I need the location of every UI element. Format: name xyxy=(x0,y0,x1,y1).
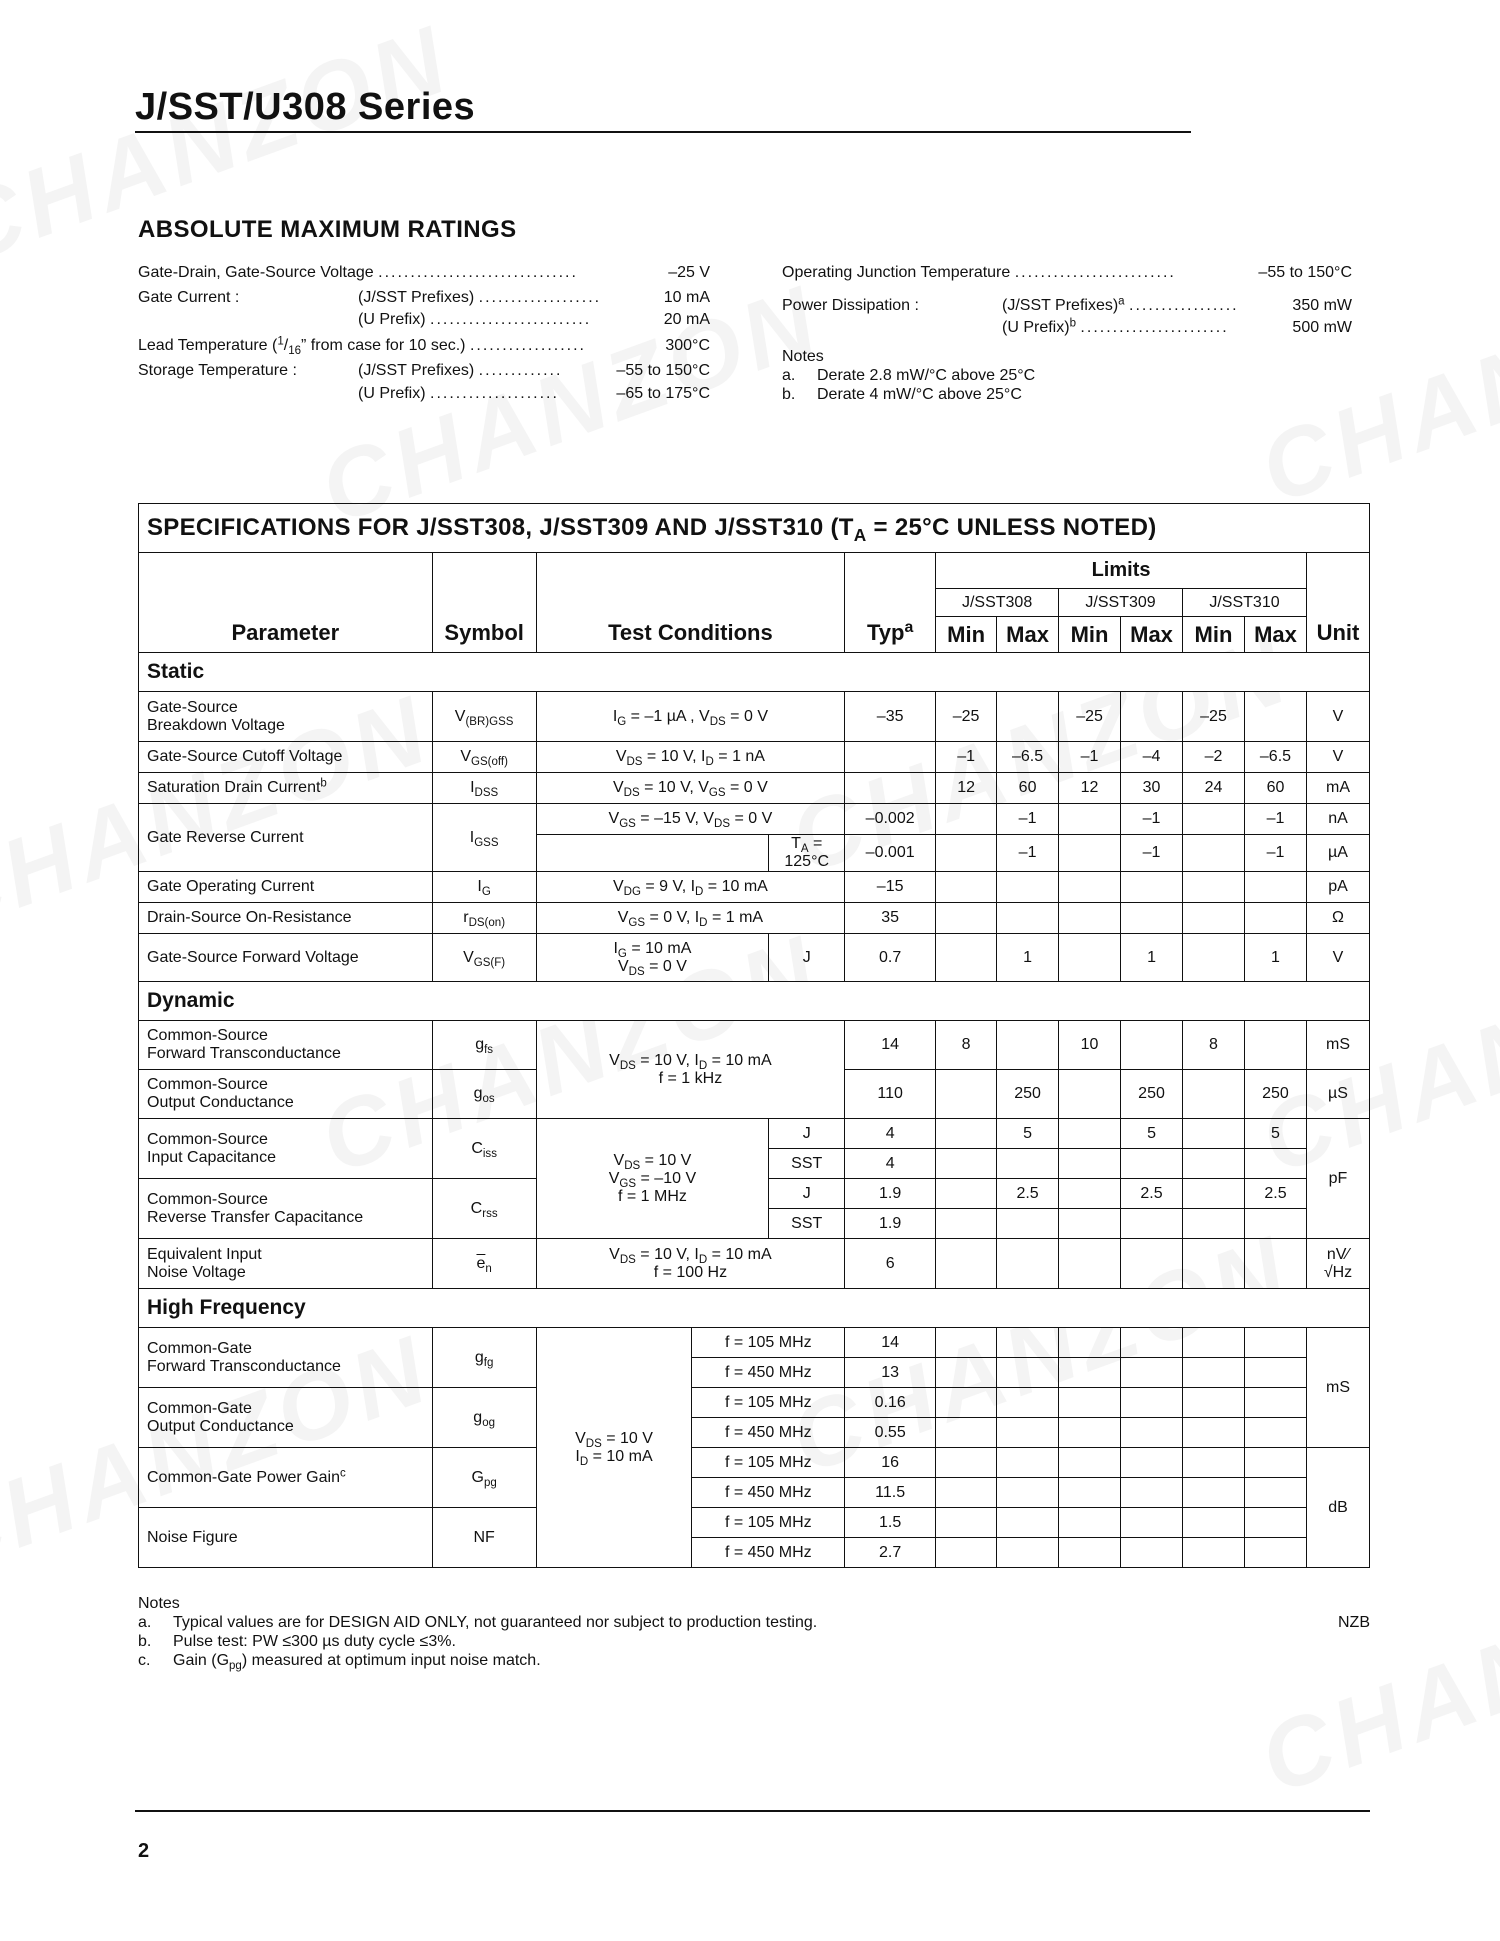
symbol-cell: $g_{os}$ xyxy=(432,1070,536,1119)
max309-cell: 5 xyxy=(1121,1119,1183,1149)
param-cell: Common-Source Input Capacitance xyxy=(139,1119,433,1179)
amr-right xyxy=(782,262,1352,412)
unit-cell: V xyxy=(1306,934,1369,982)
freq-cell: f = 105 MHz xyxy=(692,1328,845,1358)
max310-cell: 5 xyxy=(1244,1119,1306,1149)
max309-cell: 250 xyxy=(1121,1070,1183,1119)
max308-cell: 250 xyxy=(997,1070,1059,1119)
freq-cell: f = 105 MHz xyxy=(692,1508,845,1538)
max310-cell: 60 xyxy=(1244,773,1306,804)
freq-cell: f = 450 MHz xyxy=(692,1418,845,1448)
unit-cell: Ω xyxy=(1306,903,1369,934)
col-jsst309: J/SST309 xyxy=(1059,589,1183,617)
min309-cell xyxy=(1059,835,1121,872)
max309-cell: –1 xyxy=(1121,835,1183,872)
amr-gd-value: –25 V xyxy=(668,264,710,281)
typ-cell: 11.5 xyxy=(845,1478,936,1508)
test-cell-blank xyxy=(536,835,769,872)
min310-cell: –25 xyxy=(1183,692,1245,742)
max309-cell xyxy=(1121,692,1183,742)
min308-cell: –1 xyxy=(936,742,997,773)
symbol-cell: $I_{DSS}$ xyxy=(432,773,536,804)
typ-cell: 0.55 xyxy=(845,1418,936,1448)
amr-note-b: Derate 4 mW/°C above 25°C xyxy=(817,386,1022,403)
amr-gc-jsst-value: 10 mA xyxy=(663,289,710,306)
typ-cell: –0.001 xyxy=(845,835,936,872)
amr-st-u-value: –65 to 175°C xyxy=(616,385,710,402)
max310-cell: –6.5 xyxy=(1244,742,1306,773)
test-cell: $V_{DS} = 10$ V, $I_D = 10$ mA f = 1 kHz xyxy=(536,1021,845,1119)
test-cell: $I_G = 10$ mA $V_{DS} = 0$ V xyxy=(536,934,769,982)
col-max-308: Max xyxy=(997,617,1059,653)
note-c: Gain $(G_{pg})$ measured at optimum input noise match. xyxy=(173,1652,541,1673)
typ-cell: 2.7 xyxy=(845,1538,936,1568)
col-min-310: Min xyxy=(1183,617,1245,653)
device-cell: SST xyxy=(769,1209,845,1239)
test-cell: $V_{GS} = 0$ V, $I_D = 1$ mA xyxy=(536,903,845,934)
amr-heading: ABSOLUTE MAXIMUM RATINGS xyxy=(138,216,517,243)
param-cell: Common-Gate Forward Transconductance xyxy=(139,1328,433,1388)
device-cell: J xyxy=(769,1119,845,1149)
freq-cell: f = 450 MHz xyxy=(692,1538,845,1568)
table-row xyxy=(139,773,1370,804)
section-static: Static xyxy=(139,653,1370,692)
max309-cell: 1 xyxy=(1121,934,1183,982)
amr-pd-label: Power Dissipation : xyxy=(782,297,919,314)
section-dynamic: Dynamic xyxy=(139,982,1370,1021)
amr-pd-jsst-value: 350 mW xyxy=(1292,297,1352,314)
col-parameter: Parameter xyxy=(139,553,433,653)
amr-notes-title: Notes xyxy=(782,348,824,365)
unit-cell: nA xyxy=(1306,804,1369,835)
param-cell: Noise Figure xyxy=(139,1508,433,1568)
min308-cell: 12 xyxy=(936,773,997,804)
typ-cell: 16 xyxy=(845,1448,936,1478)
typ-cell: 110 xyxy=(845,1070,936,1119)
table-row xyxy=(139,1448,1370,1478)
col-jsst308: J/SST308 xyxy=(936,589,1059,617)
table-row xyxy=(139,872,1370,903)
symbol-cell: $r_{DS(on)}$ xyxy=(432,903,536,934)
note-a-key: a. xyxy=(138,1614,152,1631)
min309-cell: 10 xyxy=(1059,1021,1121,1070)
symbol-cell: $V_{GS(F)}$ xyxy=(432,934,536,982)
max309-cell: –4 xyxy=(1121,742,1183,773)
unit-cell: pF xyxy=(1306,1119,1369,1239)
max310-cell: –1 xyxy=(1244,835,1306,872)
freq-cell: f = 450 MHz xyxy=(692,1358,845,1388)
max308-cell: –6.5 xyxy=(997,742,1059,773)
table-row xyxy=(139,742,1370,773)
watermark xyxy=(1247,1534,1500,1816)
min308-cell xyxy=(936,835,997,872)
typ-cell: –35 xyxy=(845,692,936,742)
table-row xyxy=(139,692,1370,742)
col-max-309: Max xyxy=(1121,617,1183,653)
amr-st-jsst: (J/SST Prefixes) ............. xyxy=(358,362,563,379)
table-row xyxy=(139,1239,1370,1289)
max308-cell: 5 xyxy=(997,1119,1059,1149)
typ-cell: –15 xyxy=(845,872,936,903)
test-cell: $V_{DS} = 10$ V, $I_D = 1$ nA xyxy=(536,742,845,773)
table-row xyxy=(139,1508,1370,1538)
max310-cell: 1 xyxy=(1244,934,1306,982)
typ-cell xyxy=(845,742,936,773)
max310-cell: 2.5 xyxy=(1244,1179,1306,1209)
max308-cell: –1 xyxy=(997,835,1059,872)
typ-cell: 4 xyxy=(845,1149,936,1179)
typ-cell: 35 xyxy=(845,903,936,934)
unit-cell: dB xyxy=(1306,1448,1369,1568)
amr-st-label: Storage Temperature : xyxy=(138,362,297,379)
amr-st-jsst-value: –55 to 150°C xyxy=(616,362,710,379)
max308-cell: 60 xyxy=(997,773,1059,804)
typ-cell: 1.5 xyxy=(845,1508,936,1538)
param-cell: Gate Reverse Current xyxy=(139,804,433,872)
typ-cell: 14 xyxy=(845,1328,936,1358)
param-cell: Drain-Source On-Resistance xyxy=(139,903,433,934)
param-cell: Gate-Source Forward Voltage xyxy=(139,934,433,982)
unit-cell: pA xyxy=(1306,872,1369,903)
doc-code: NZB xyxy=(1338,1614,1370,1631)
min308-cell: –25 xyxy=(936,692,997,742)
unit-cell: µS xyxy=(1306,1070,1369,1119)
col-min-308: Min xyxy=(936,617,997,653)
test-cell: $V_{DS} = 10$ V $I_D = 10$ mA xyxy=(536,1328,692,1568)
notes-title: Notes xyxy=(138,1595,180,1612)
symbol-cell: $\overline{e}_n$ xyxy=(432,1239,536,1289)
typ-cell: 4 xyxy=(845,1119,936,1149)
col-typ: Typ$^a$ xyxy=(845,553,936,653)
device-cell: SST xyxy=(769,1149,845,1179)
table-row xyxy=(139,903,1370,934)
amr-oj-label: Operating Junction Temperature ......................... xyxy=(782,264,1176,281)
param-cell: Gate-Source Breakdown Voltage xyxy=(139,692,433,742)
typ-cell: 1.9 xyxy=(845,1209,936,1239)
symbol-cell: NF xyxy=(432,1508,536,1568)
table-row xyxy=(139,1388,1370,1418)
min310-cell: 24 xyxy=(1183,773,1245,804)
typ-cell: 0.16 xyxy=(845,1388,936,1418)
footer-rule xyxy=(135,1810,1370,1812)
note-b: Pulse test: PW ≤300 µs duty cycle ≤3%. xyxy=(173,1633,456,1650)
amr-st-u: (U Prefix) .................... xyxy=(358,385,559,402)
min310-cell xyxy=(1183,835,1245,872)
unit-cell: nV⁄ √Hz xyxy=(1306,1239,1369,1289)
symbol-cell: $G_{pg}$ xyxy=(432,1448,536,1508)
device-cell: J xyxy=(769,934,845,982)
page-title: J/SST/U308 Series xyxy=(135,86,476,128)
symbol-cell: $C_{rss}$ xyxy=(432,1179,536,1239)
amr-gc-u: (U Prefix) ......................... xyxy=(358,311,592,328)
test-cell: $V_{DS} = 10$ V, $I_D = 10$ mA f = 100 Hz xyxy=(536,1239,845,1289)
amr-oj-value: –55 to 150°C xyxy=(1258,264,1352,281)
max308-cell xyxy=(997,692,1059,742)
amr-gc-label: Gate Current : xyxy=(138,289,240,306)
param-cell: Common-Source Output Conductance xyxy=(139,1070,433,1119)
amr-note-a: Derate 2.8 mW/°C above 25°C xyxy=(817,367,1036,384)
amr-note-a-key: a. xyxy=(782,367,796,384)
amr-note-b-key: b. xyxy=(782,386,796,403)
table-row xyxy=(139,934,1370,982)
unit-cell: µA xyxy=(1306,835,1369,872)
amr-pd-jsst: (J/SST Prefixes)$^a$ ................. xyxy=(1002,295,1239,314)
min309-cell: –25 xyxy=(1059,692,1121,742)
table-row xyxy=(139,1328,1370,1358)
param-cell: Common-Source Forward Transconductance xyxy=(139,1021,433,1070)
param-cell: Common-Gate Output Conductance xyxy=(139,1388,433,1448)
min309-cell: 12 xyxy=(1059,773,1121,804)
symbol-cell: $g_{fs}$ xyxy=(432,1021,536,1070)
amr-pd-u: (U Prefix)$^b$ ....................... xyxy=(1002,317,1229,336)
param-cell: Common-Gate Power Gain$^c$ xyxy=(139,1448,433,1508)
col-symbol: Symbol xyxy=(432,553,536,653)
typ-cell: 1.9 xyxy=(845,1179,936,1209)
test-cell: $V_{DS} = 10$ V, $V_{GS} = 0$ V xyxy=(536,773,845,804)
min310-cell xyxy=(1183,804,1245,835)
symbol-cell: $V_{(BR)GSS}$ xyxy=(432,692,536,742)
amr-lt-value: 300°C xyxy=(665,337,710,354)
param-cell: Gate Operating Current xyxy=(139,872,433,903)
min308-cell: 8 xyxy=(936,1021,997,1070)
max310-cell: 250 xyxy=(1244,1070,1306,1119)
max310-cell xyxy=(1244,692,1306,742)
max309-cell: –1 xyxy=(1121,804,1183,835)
max308-cell: 1 xyxy=(997,934,1059,982)
min310-cell: –2 xyxy=(1183,742,1245,773)
typ-cell: –0.002 xyxy=(845,804,936,835)
min310-cell: 8 xyxy=(1183,1021,1245,1070)
param-cell: Gate-Source Cutoff Voltage xyxy=(139,742,433,773)
spec-table xyxy=(138,503,1370,1568)
unit-cell: mA xyxy=(1306,773,1369,804)
amr-left xyxy=(138,262,710,412)
test-cell: $I_G = -1$ µA , $V_{DS} = 0$ V xyxy=(536,692,845,742)
param-cell: Saturation Drain Current$^b$ xyxy=(139,773,433,804)
col-unit: Unit xyxy=(1306,553,1369,653)
max308-cell: –1 xyxy=(997,804,1059,835)
min309-cell: –1 xyxy=(1059,742,1121,773)
min309-cell xyxy=(1059,804,1121,835)
typ-cell: 13 xyxy=(845,1358,936,1388)
typ-cell: 0.7 xyxy=(845,934,936,982)
min308-cell xyxy=(936,804,997,835)
symbol-cell: $C_{iss}$ xyxy=(432,1119,536,1179)
typ-cell: 14 xyxy=(845,1021,936,1070)
freq-cell: f = 105 MHz xyxy=(692,1448,845,1478)
param-cell: Common-Source Reverse Transfer Capacitance xyxy=(139,1179,433,1239)
unit-cell: V xyxy=(1306,692,1369,742)
table-row xyxy=(139,804,1370,835)
col-min-309: Min xyxy=(1059,617,1121,653)
test-cell: $T_A = 125^\circ C$ xyxy=(769,835,845,872)
test-cell: $V_{DG} = 9$ V, $I_D = 10$ mA xyxy=(536,872,845,903)
symbol-cell: $g_{fg}$ xyxy=(432,1328,536,1388)
header-rule xyxy=(135,131,1191,133)
max309-cell: 30 xyxy=(1121,773,1183,804)
note-a: Typical values are for DESIGN AID ONLY, not guaranteed nor subject to production testing. xyxy=(173,1614,818,1631)
max310-cell: –1 xyxy=(1244,804,1306,835)
unit-cell: V xyxy=(1306,742,1369,773)
device-cell: J xyxy=(769,1179,845,1209)
note-c-key: c. xyxy=(138,1652,151,1669)
amr-gc-jsst: (J/SST Prefixes) ................... xyxy=(358,289,602,306)
test-cell: $V_{DS} = 10$ V $V_{GS} = -10$ V f = 1 MHz xyxy=(536,1119,769,1239)
freq-cell: f = 450 MHz xyxy=(692,1478,845,1508)
max309-cell: 2.5 xyxy=(1121,1179,1183,1209)
unit-cell: mS xyxy=(1306,1328,1369,1448)
amr-lt-label: Lead Temperature ($^1/_{16}$” from case for 10 sec.) .................. xyxy=(138,335,586,358)
symbol-cell: $I_G$ xyxy=(432,872,536,903)
table-row xyxy=(139,1021,1370,1070)
test-cell: $V_{GS} = -15$ V, $V_{DS} = 0$ V xyxy=(536,804,845,835)
amr-gc-u-value: 20 mA xyxy=(663,311,710,328)
page-number: 2 xyxy=(138,1840,150,1862)
section-high-frequency: High Frequency xyxy=(139,1289,1370,1328)
col-jsst310: J/SST310 xyxy=(1183,589,1307,617)
symbol-cell: $V_{GS(off)}$ xyxy=(432,742,536,773)
col-limits: Limits xyxy=(936,553,1307,589)
symbol-cell: $I_{GSS}$ xyxy=(432,804,536,872)
spec-title: SPECIFICATIONS FOR J/SST308, J/SST309 AND J/SST310 ($T_A = 25^\circ C$ UNLESS NOTED) xyxy=(139,504,1370,553)
table-notes xyxy=(138,1594,1370,1674)
typ-cell: 6 xyxy=(845,1239,936,1289)
typ-cell xyxy=(845,773,936,804)
max308-cell: 2.5 xyxy=(997,1179,1059,1209)
symbol-cell: $g_{og}$ xyxy=(432,1388,536,1448)
note-b-key: b. xyxy=(138,1633,152,1650)
table-row xyxy=(139,1119,1370,1149)
unit-cell: mS xyxy=(1306,1021,1369,1070)
param-cell: Equivalent Input Noise Voltage xyxy=(139,1239,433,1289)
col-max-310: Max xyxy=(1244,617,1306,653)
amr-pd-u-value: 500 mW xyxy=(1292,319,1352,336)
col-test-conditions: Test Conditions xyxy=(536,553,845,653)
amr-gd-label: Gate-Drain, Gate-Source Voltage ............................... xyxy=(138,264,578,281)
freq-cell: f = 105 MHz xyxy=(692,1388,845,1418)
